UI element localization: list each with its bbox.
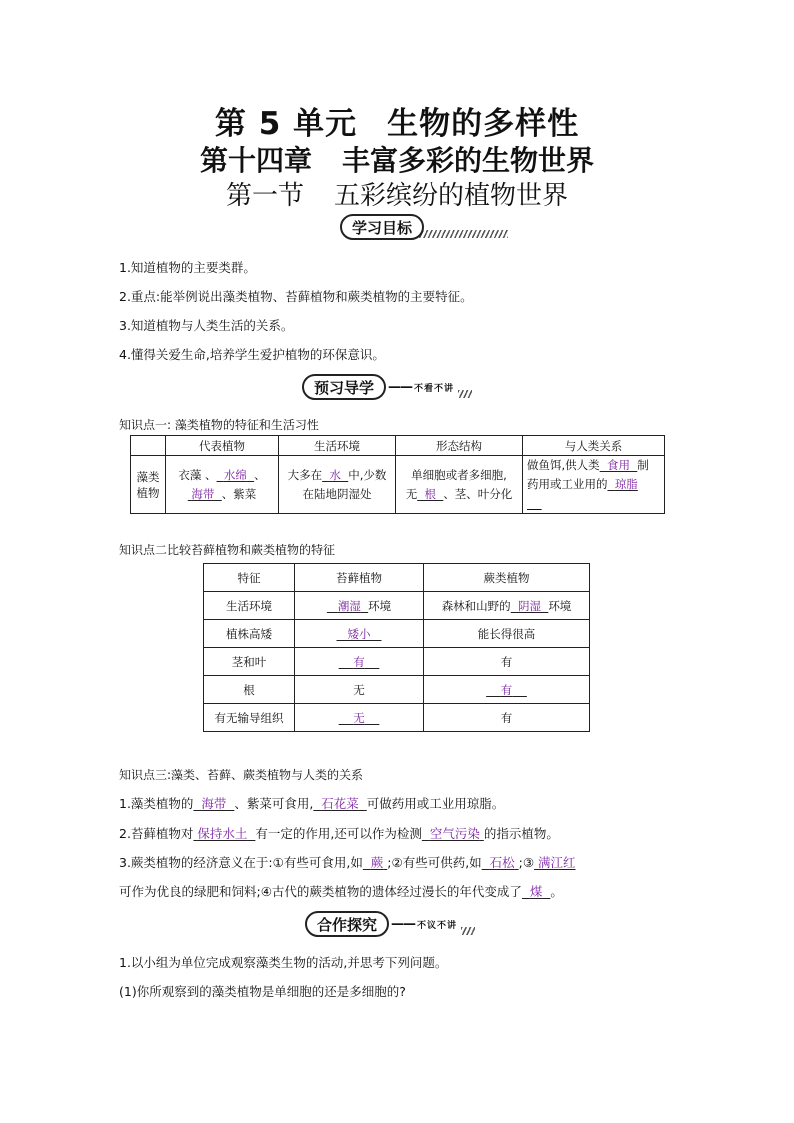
chapter-title bbox=[0, 139, 794, 179]
kp3-line-4: 可作为优良的绿肥和饲料;④古代的蕨类植物的遗体经过漫长的年代变成了 煤 。 bbox=[119, 884, 563, 899]
fern-cell: 有 bbox=[424, 704, 590, 732]
coop-question-1: 1.以小组为单位完成观察藻类生物的活动,并思考下列问题。 bbox=[119, 955, 448, 970]
answer-blank: 石松 bbox=[489, 855, 515, 870]
moss-cell: 潮湿 环境 bbox=[295, 592, 424, 620]
table-header: 与人类关系 bbox=[523, 436, 665, 456]
answer-blank: 满江红 bbox=[538, 855, 576, 870]
answer-blank: 有 bbox=[500, 682, 513, 697]
answer-blank: 空气污染 bbox=[429, 826, 480, 841]
answer-blank: 琼脂 bbox=[614, 477, 638, 491]
banner-dash: —— bbox=[388, 379, 413, 395]
unit-name: 生物的多样性 bbox=[387, 106, 580, 142]
banner-hatch-decoration bbox=[418, 230, 508, 238]
answer-blank: 煤 bbox=[529, 884, 543, 899]
section-name: 五彩缤纷的植物世界 bbox=[334, 181, 569, 211]
answer-blank: 阴湿 bbox=[518, 598, 541, 613]
preview-banner-label: 预习导学 bbox=[302, 374, 386, 400]
table-row bbox=[204, 592, 590, 620]
goal-item: 4.懂得关爱生命,培养学生爱护植物的环保意识。 bbox=[119, 347, 385, 362]
table-row bbox=[204, 648, 590, 676]
unit-number: 第 5 单元 bbox=[214, 106, 358, 142]
table-header: 蕨类植物 bbox=[424, 564, 590, 592]
coop-banner bbox=[305, 910, 475, 938]
answer-blank: 矮小 bbox=[347, 626, 371, 641]
answer-blank: 蕨 bbox=[370, 855, 384, 870]
answer-blank: 无 bbox=[353, 710, 365, 725]
answer-blank: 食用 bbox=[606, 458, 630, 472]
answer-blank: 保持水土 bbox=[197, 826, 248, 841]
relation-cell: 做鱼饵,供人类 食用 制 药用或工业用的 琼脂 bbox=[523, 456, 665, 514]
moss-cell bbox=[295, 620, 424, 648]
goal-item: 2.重点:能举例说出藻类植物、苔藓植物和蕨类植物的主要特征。 bbox=[119, 289, 473, 304]
answer-blank: 石花菜 bbox=[321, 796, 359, 811]
banner-dash: —— bbox=[391, 916, 416, 932]
algae-table bbox=[130, 435, 665, 514]
table-row bbox=[204, 620, 590, 648]
coop-question-1-1: (1)你所观察到的藻类植物是单细胞的还是多细胞的? bbox=[119, 984, 406, 999]
preview-banner bbox=[302, 373, 472, 401]
goals-banner bbox=[340, 213, 508, 241]
fern-cell: 能长得很高 bbox=[424, 620, 590, 648]
unit-title bbox=[0, 98, 794, 143]
fern-cell: 森林和山野的 阴湿 环境 bbox=[424, 592, 590, 620]
table-header: 形态结构 bbox=[396, 436, 523, 456]
fern-cell: 有 bbox=[424, 648, 590, 676]
table-row bbox=[204, 704, 590, 732]
kp3-line-3: 3.蕨类植物的经济意义在于:①有些可食用,如 蕨 ;②有些可供药,如 石松 ;③ 满江红 bbox=[119, 855, 576, 870]
section-title bbox=[0, 175, 794, 212]
answer-blank: 有 bbox=[353, 654, 365, 669]
moss-cell bbox=[295, 704, 424, 732]
answer-blank: 海带 bbox=[201, 796, 227, 811]
row-label: 藻类 植物 bbox=[131, 456, 166, 514]
structure-cell: 单细胞或者多细胞, 无 根 、茎、叶分化 bbox=[396, 456, 523, 514]
chapter-name: 丰富多彩的生物世界 bbox=[342, 144, 595, 177]
section-number: 第一节 bbox=[225, 181, 304, 211]
table-header: 苔藓植物 bbox=[295, 564, 424, 592]
table-header: 生活环境 bbox=[279, 436, 396, 456]
answer-blank: 海带 bbox=[191, 486, 215, 501]
kp2-title: 知识点二比较苔藓植物和蕨类植物的特征 bbox=[119, 543, 336, 557]
kp3-line-2: 2.苔藓植物对 保持水土 有一定的作用,还可以作为检测 空气污染 的指示植物。 bbox=[119, 826, 559, 841]
answer-blank: 水 bbox=[329, 467, 341, 482]
banner-hatch-decoration bbox=[458, 390, 472, 398]
feature-cell: 有无输导组织 bbox=[204, 704, 295, 732]
preview-banner-note: 不看不讲 bbox=[414, 383, 455, 394]
table-row bbox=[204, 676, 590, 704]
moss-cell bbox=[295, 648, 424, 676]
rep-plants-cell: 衣藻 、 水绵 、 海带 、紫菜 bbox=[166, 456, 279, 514]
feature-cell: 根 bbox=[204, 676, 295, 704]
goal-item: 1.知道植物的主要类群。 bbox=[119, 260, 256, 275]
kp3-line-1: 1.藻类植物的 海带 、紫菜可食用, 石花菜 可做药用或工业用琼脂。 bbox=[119, 796, 505, 811]
goals-banner-label: 学习目标 bbox=[340, 214, 424, 240]
kp1-title: 知识点一: 藻类植物的特征和生活习性 bbox=[119, 418, 319, 432]
habitat-cell: 大多在 水 中,少数 在陆地阴湿处 bbox=[279, 456, 396, 514]
fern-cell bbox=[424, 676, 590, 704]
banner-hatch-decoration bbox=[461, 927, 475, 935]
chapter-number: 第十四章 bbox=[199, 144, 312, 177]
moss-cell: 无 bbox=[295, 676, 424, 704]
kp3-title: 知识点三:藻类、苔藓、蕨类植物与人类的关系 bbox=[119, 768, 364, 782]
coop-banner-note: 不议不讲 bbox=[417, 920, 458, 931]
coop-banner-label: 合作探究 bbox=[305, 911, 389, 937]
answer-blank: 水绵 bbox=[223, 467, 247, 482]
answer-blank: 潮湿 bbox=[337, 598, 361, 613]
answer-blank: 根 bbox=[424, 486, 436, 501]
table-corner bbox=[131, 436, 166, 456]
feature-cell: 生活环境 bbox=[204, 592, 295, 620]
table-header: 代表植物 bbox=[166, 436, 279, 456]
feature-cell: 茎和叶 bbox=[204, 648, 295, 676]
goal-item: 3.知道植物与人类生活的关系。 bbox=[119, 318, 294, 333]
moss-fern-table bbox=[203, 563, 590, 732]
feature-cell: 植株高矮 bbox=[204, 620, 295, 648]
table-header: 特征 bbox=[204, 564, 295, 592]
